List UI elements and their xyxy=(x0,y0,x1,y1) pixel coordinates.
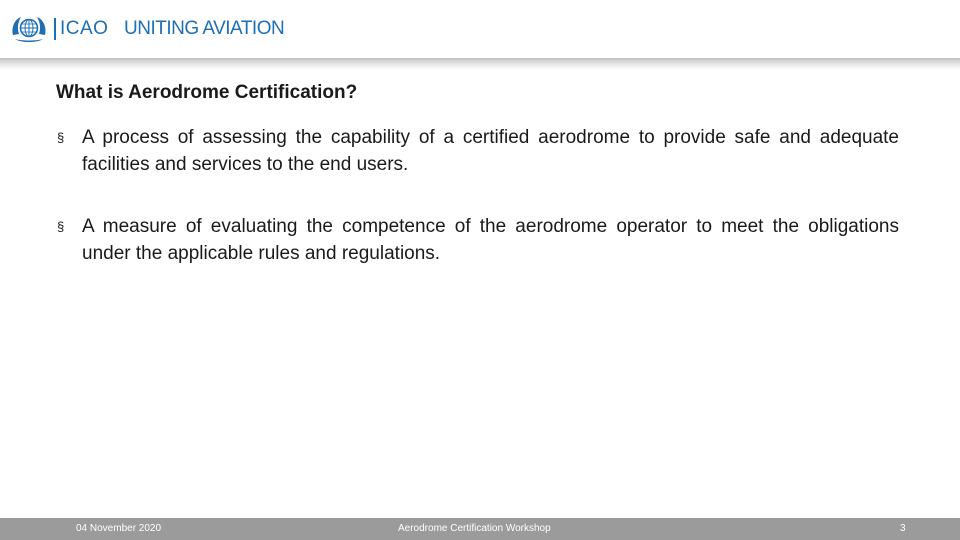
bullet-item xyxy=(56,213,899,267)
bullet-text: A process of assessing the capability of a certified aerodrome to provide safe and adequate facilities and services to the end users. xyxy=(82,127,899,175)
bullet-text: A measure of evaluating the competence of the aerodrome operator to meet the obligations under the applicable rules and regulations. xyxy=(82,216,899,264)
slide-footer xyxy=(0,518,960,540)
bullet-marker-icon: § xyxy=(57,219,65,234)
footer-page-number: 3 xyxy=(900,523,906,534)
footer-event-name: Aerodrome Certification Workshop xyxy=(398,523,551,534)
bullet-list xyxy=(56,124,899,267)
slide-title: What is Aerodrome Certification? xyxy=(56,82,358,103)
bullet-item xyxy=(56,124,899,178)
logo-tagline: UNITING AVIATION xyxy=(124,18,285,39)
logo-icao-wordmark: ICAO xyxy=(60,18,109,39)
header-shadow-bar xyxy=(0,58,960,70)
footer-date: 04 November 2020 xyxy=(76,523,162,534)
slide-header xyxy=(0,0,960,58)
bullet-marker-icon: § xyxy=(57,130,65,145)
logo-divider xyxy=(54,18,56,40)
icao-emblem-icon xyxy=(10,12,48,46)
